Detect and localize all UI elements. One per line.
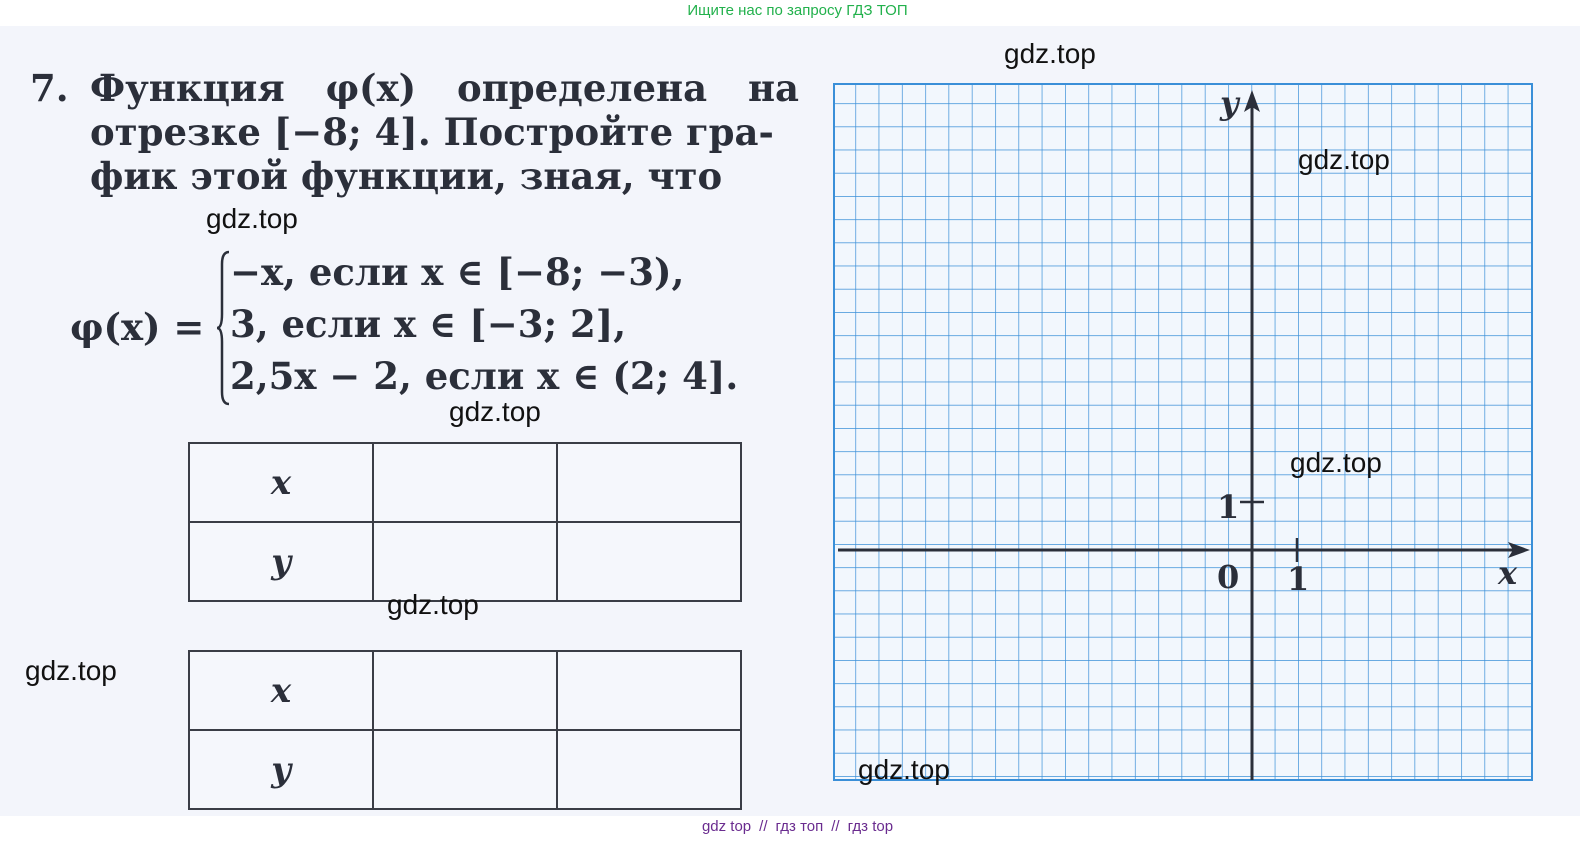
problem-line-1: Функция φ(x) определена на (90, 66, 800, 110)
table-row (189, 651, 741, 730)
watermark: gdz.top (387, 589, 479, 620)
footer-link-gdz-top-mixed[interactable]: гдз top (847, 818, 894, 835)
problem-line-2: отрезке [−8; 4]. Постройте гра- (90, 110, 774, 154)
watermark: gdz.top (1290, 447, 1382, 478)
table-row (189, 443, 741, 522)
formula-case-2: 3, если x ∈ [−3; 2], (230, 302, 627, 346)
footer-link-gdz-top[interactable]: gdz top (701, 818, 752, 835)
formula-case-3: 2,5x − 2, если x ∈ (2; 4]. (230, 354, 739, 398)
origin-label: 0 (1217, 558, 1240, 596)
row-header-x: x (189, 651, 373, 730)
grid-lines (834, 84, 1532, 780)
watermark: gdz.top (1004, 38, 1096, 69)
watermark: gdz.top (858, 754, 950, 785)
table-cell[interactable] (373, 730, 557, 809)
footer-links (0, 818, 1595, 835)
top-banner[interactable]: Ищите нас по запросу ГДЗ ТОП (687, 2, 908, 19)
table-cell[interactable] (373, 443, 557, 522)
value-table-2 (188, 650, 742, 810)
row-header-x: x (189, 443, 373, 522)
table-cell[interactable] (373, 651, 557, 730)
table-cell[interactable] (557, 651, 741, 730)
table-cell[interactable] (557, 443, 741, 522)
watermark: gdz.top (206, 203, 298, 234)
footer-link-gdz-top-ru[interactable]: гдз топ (775, 818, 824, 835)
problem-number: 7. (30, 66, 69, 110)
footer-separator: // (831, 818, 840, 835)
row-header-y: y (189, 730, 373, 809)
footer-separator: // (759, 818, 768, 835)
watermark: gdz.top (1298, 144, 1390, 175)
curly-brace-icon (216, 250, 230, 406)
x-axis-label: x (1498, 554, 1518, 592)
coordinate-grid (832, 80, 1535, 786)
table-cell[interactable] (557, 730, 741, 809)
y-axis-label: y (1220, 84, 1239, 122)
problem-line-3: фик этой функции, зная, что (90, 154, 723, 198)
formula-lhs: φ(x) = (70, 305, 205, 349)
piecewise-formula (70, 250, 770, 410)
formula-case-1: −x, если x ∈ [−8; −3), (230, 250, 685, 294)
table-row (189, 730, 741, 809)
row-header-y: y (189, 522, 373, 601)
y-tick-label: 1 (1217, 488, 1240, 526)
table-cell[interactable] (557, 522, 741, 601)
watermark: gdz.top (449, 396, 541, 427)
value-table-1 (188, 442, 742, 602)
watermark: gdz.top (25, 655, 117, 686)
x-tick-label: 1 (1287, 560, 1310, 598)
